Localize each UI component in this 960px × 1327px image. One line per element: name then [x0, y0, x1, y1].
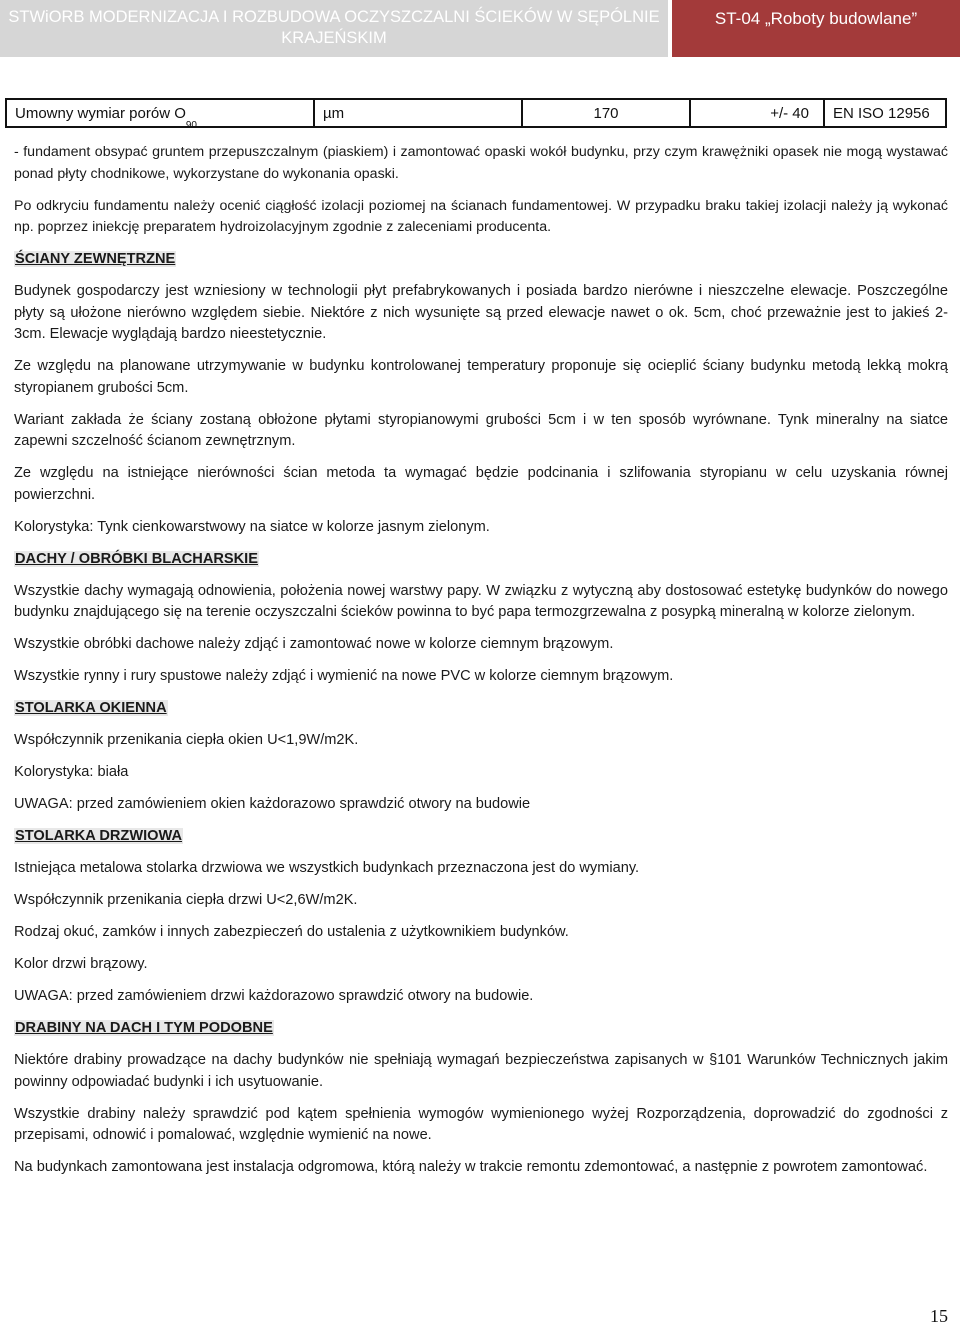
section-heading-roofs — [14, 549, 948, 571]
document-title: STWiORB MODERNIZACJA I ROZBUDOWA OCZYSZCZALNI ŚCIEKÓW W SĘPÓLNIE KRAJEŃSKIM — [0, 0, 668, 57]
paragraph: Kolor drzwi brązowy. — [14, 956, 148, 972]
paragraph: Wszystkie rynny i rury spustowe należy zdjąć i wymienić na nowe PVC w kolorze ciemnym brązowym. — [14, 668, 674, 684]
section-heading-windows — [14, 698, 948, 720]
paragraph: UWAGA: przed zamówieniem okien każdorazowo sprawdzić otwory na budowie — [14, 796, 531, 812]
spec-table — [5, 98, 947, 131]
paragraph: Istniejąca metalowa stolarka drzwiowa we wszystkich budynkach przeznaczona jest do wymiany. — [14, 860, 640, 876]
spec-value: 170 — [522, 99, 690, 127]
table-row — [6, 99, 946, 127]
heading-text: DACHY / OBRÓBKI BLACHARSKIE — [15, 550, 258, 567]
section-heading-doors — [14, 826, 948, 848]
document-body — [14, 142, 948, 1189]
heading-text: ŚCIANY ZEWNĘTRZNE — [15, 251, 176, 267]
paragraph: Ze względu na istniejące nierówności ścian metoda ta wymagać będzie podcinania i szlifowania styropianu w celu uzyskania równej powierzchni. — [14, 465, 948, 503]
paragraph: Współczynnik przenikania ciepła drzwi U<2,6W/m2K. — [14, 892, 358, 908]
paragraph: Budynek gospodarczy jest wzniesiony w technologii płyt prefabrykowanych i posiada bardzo nierówne i nieszczelne elewacje. Poszczególne płyty są ułożone nierówno względem siebie. Niektóre z nich wysunięte są przed elewacje nawet o ok. 5cm, choć przeważnie jest to jakieś 2-3cm. Elewacje wyglądają bardzo nieestetycznie. — [14, 283, 948, 342]
paragraph: Wszystkie drabiny należy sprawdzić pod kątem spełnienia wymogów wymienionego wyżej Rozporządzenia, doprowadzić do zgodności z przepisami, odnowić i pomalować, względnie wymienić na nowe. — [14, 1105, 948, 1143]
spec-standard: EN ISO 12956 — [824, 99, 946, 127]
spec-tolerance: +/- 40 — [690, 99, 824, 127]
spec-label-cell — [6, 99, 314, 131]
section-heading-walls — [14, 249, 948, 271]
paragraph: Wszystkie obróbki dachowe należy zdjąć i zamontować nowe w kolorze ciemnym brązowym. — [14, 636, 614, 652]
paragraph: Wariant zakłada że ściany zostaną obłożone płytami styropianowymi grubości 5cm i w ten sposób wyrównane. Tynk mineralny na siatce zapewni szczelność ścianom zewnętrznym. — [14, 411, 948, 449]
paragraph: Po odkryciu fundamentu należy ocenić ciągłość izolacji poziomej na ścianach fundamentowej. W przypadku braku takiej izolacji należy ją wykonać np. poprzez iniekcję preparatem hydroizolacyjnym zgodnie z zaleceniami producenta. — [14, 197, 948, 235]
heading-text: DRABINY NA DACH I TYM PODOBNE — [15, 1020, 273, 1036]
spec-label-subscript: 90 — [185, 119, 197, 131]
paragraph: Ze względu na planowane utrzymywanie w budynku kontrolowanej temperatury proponuje się ocieplić ściany budynku metodą lekką mokrą styropianem grubości 5cm. — [14, 358, 948, 396]
paragraph: Niektóre drabiny prowadzące na dachy budynków nie spełniają wymagań bezpieczeństwa zapisanych w §101 Warunków Technicznych jakim powinny odpowiadać budynki i ich usytuowanie. — [14, 1052, 948, 1090]
paragraph: UWAGA: przed zamówieniem drzwi każdorazowo sprawdzić otwory na budowie. — [14, 988, 534, 1004]
paragraph: Wszystkie dachy wymagają odnowienia, położenia nowej warstwy papy. W związku z wytyczną aby dostosować estetykę budynków do nowego budynku znajdującego się na terenie oczyszczalni ścieków powinna to być papa termozgrzewalna z posypką mineralną w kolorze zielonym. — [14, 582, 948, 620]
paragraph: - fundament obsypać gruntem przepuszczalnym (piaskiem) i zamontować opaski wokół budynku, przy czym krawężniki opasek nie mogą wystawać ponad płyty chodnikowe, wykorzystane do wykonania opaski. — [14, 144, 948, 182]
paragraph: Kolorystyka: biała — [14, 764, 129, 780]
paragraph: Kolorystyka: Tynk cienkowarstwowy na siatce w kolorze jasnym zielonym. — [14, 518, 490, 535]
heading-text: STOLARKA DRZWIOWA — [15, 828, 183, 844]
section-heading-ladders — [14, 1018, 948, 1040]
paragraph: Na budynkach zamontowana jest instalacja odgromowa, którą należy w trakcie remontu zdemontować, a następnie z powrotem zamontować. — [14, 1159, 928, 1175]
page-number: 15 — [930, 1306, 948, 1326]
page-header — [0, 0, 960, 57]
paragraph: Współczynnik przenikania ciepła okien U<1,9W/m2K. — [14, 732, 359, 748]
heading-text: STOLARKA OKIENNA — [15, 700, 167, 716]
paragraph: Rodzaj okuć, zamków i innych zabezpieczeń do ustalenia z użytkownikiem budynków. — [14, 924, 569, 940]
spec-unit: µm — [314, 99, 522, 127]
section-code: ST-04 „Roboty budowlane” — [672, 0, 960, 57]
spec-label: Umowny wymiar porów O — [15, 104, 186, 122]
